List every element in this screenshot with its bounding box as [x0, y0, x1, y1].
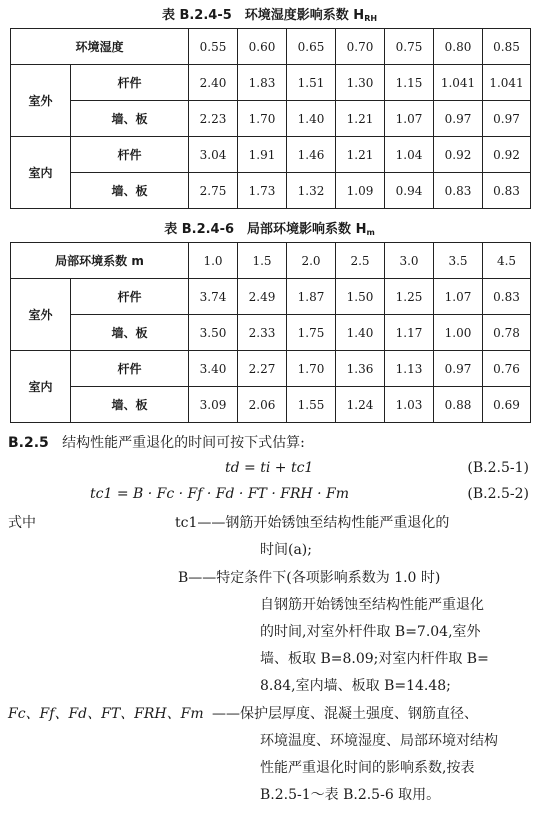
table-cell: 2.27	[238, 351, 287, 387]
table-header-cell: 0.80	[434, 29, 483, 65]
table-row	[11, 173, 531, 209]
table-cell: 3.40	[189, 351, 238, 387]
def-B-5: 8.84,室内墙、板取 B=14.48;	[260, 678, 451, 694]
row-label: 墙、板	[71, 315, 189, 351]
table-cell: 1.03	[385, 387, 434, 423]
group-label: 室外	[11, 279, 71, 351]
table-cell: 1.87	[287, 279, 336, 315]
row-label: 杆件	[71, 65, 189, 101]
table-cell: 3.09	[189, 387, 238, 423]
def-B-3: 的时间,对室外杆件取 B=7.04,室外	[260, 624, 481, 640]
table-header-label: 环境湿度	[11, 29, 189, 65]
table-cell: 2.06	[238, 387, 287, 423]
table-cell: 1.041	[483, 65, 531, 101]
table-header-cell: 0.65	[287, 29, 336, 65]
table-cell: 1.09	[336, 173, 385, 209]
def-F-1: ——保护层厚度、混凝土强度、钢筋直径、	[212, 706, 478, 722]
group-label: 室外	[11, 65, 71, 137]
table-row	[11, 279, 531, 315]
table-header-cell: 4.5	[483, 243, 531, 279]
table-cell: 1.40	[336, 315, 385, 351]
table-cell: 1.40	[287, 101, 336, 137]
row-label: 杆件	[71, 351, 189, 387]
table-cell: 1.50	[336, 279, 385, 315]
group-label: 室内	[11, 137, 71, 209]
section-number: B.2.5	[8, 435, 49, 451]
table-cell: 1.07	[385, 101, 434, 137]
table-cell: 0.92	[434, 137, 483, 173]
row-label: 杆件	[71, 279, 189, 315]
row-label: 墙、板	[71, 387, 189, 423]
group-label: 室内	[11, 351, 71, 423]
table-cell: 1.25	[385, 279, 434, 315]
local-env-factor-table	[10, 242, 531, 423]
table-cell: 1.00	[434, 315, 483, 351]
table-cell: 0.97	[483, 101, 531, 137]
table1-caption-sub: RH	[364, 14, 378, 23]
table-row	[11, 351, 531, 387]
humidity-factor-table	[10, 28, 531, 209]
table2-caption	[0, 218, 539, 237]
table-header-cell: 0.85	[483, 29, 531, 65]
where-label: 式中	[8, 515, 36, 531]
section-heading	[8, 432, 305, 452]
table-header-row	[11, 29, 531, 65]
table-cell: 0.92	[483, 137, 531, 173]
table-header-cell: 3.0	[385, 243, 434, 279]
table-cell: 1.70	[287, 351, 336, 387]
table-cell: 2.23	[189, 101, 238, 137]
table-cell: 3.74	[189, 279, 238, 315]
table-row	[11, 137, 531, 173]
table-header-cell: 0.60	[238, 29, 287, 65]
table-cell: 0.69	[483, 387, 531, 423]
table2-caption-text: 表 B.2.4-6 局部环境影响系数 H	[164, 222, 367, 237]
table-header-label: 局部环境系数 m	[11, 243, 189, 279]
table-cell: 1.91	[238, 137, 287, 173]
table-cell: 2.40	[189, 65, 238, 101]
def-B-4: 墙、板取 B=8.09;对室内杆件取 B=	[260, 651, 489, 667]
table-cell: 2.33	[238, 315, 287, 351]
table-cell: 0.78	[483, 315, 531, 351]
table1-caption-text: 表 B.2.4-5 环境湿度影响系数 H	[161, 8, 365, 23]
table-cell: 1.13	[385, 351, 434, 387]
table-row	[11, 101, 531, 137]
def-F-2: 环境温度、环境湿度、局部环境对结构	[260, 733, 498, 749]
table-cell: 3.50	[189, 315, 238, 351]
table-cell: 1.46	[287, 137, 336, 173]
table-cell: 0.88	[434, 387, 483, 423]
table-cell: 2.49	[238, 279, 287, 315]
formula-2-number: (B.2.5-2)	[467, 486, 529, 502]
formula-1: td = ti + tc1	[225, 460, 314, 476]
table-cell: 1.21	[336, 137, 385, 173]
table-header-cell: 0.70	[336, 29, 385, 65]
table-header-cell: 0.55	[189, 29, 238, 65]
table-header-row	[11, 243, 531, 279]
table-cell: 2.75	[189, 173, 238, 209]
table-row	[11, 65, 531, 101]
table-header-cell: 3.5	[434, 243, 483, 279]
def-tc1-cont: 时间(a);	[260, 542, 312, 558]
def-B-1: B——特定条件下(各项影响系数为 1.0 时)	[178, 570, 441, 586]
table-header-cell: 1.5	[238, 243, 287, 279]
table-header-cell: 0.75	[385, 29, 434, 65]
table-cell: 0.97	[434, 101, 483, 137]
def-tc1: tc1——钢筋开始锈蚀至结构性能严重退化的	[175, 515, 450, 531]
def-B-2: 自钢筋开始锈蚀至结构性能严重退化	[260, 597, 484, 613]
def-F-3: 性能严重退化时间的影响系数,按表	[260, 760, 475, 776]
table-cell: 1.83	[238, 65, 287, 101]
table-cell: 1.24	[336, 387, 385, 423]
table-cell: 0.83	[434, 173, 483, 209]
table-header-cell: 2.0	[287, 243, 336, 279]
table-row	[11, 387, 531, 423]
table-cell: 1.041	[434, 65, 483, 101]
row-label: 墙、板	[71, 101, 189, 137]
table-cell: 1.04	[385, 137, 434, 173]
formula-1-number: (B.2.5-1)	[467, 460, 529, 476]
table-header-cell: 2.5	[336, 243, 385, 279]
formula-2: tc1 = B · Fc · Ff · Fd · FT · FRH · Fm	[90, 486, 350, 502]
table-cell: 1.55	[287, 387, 336, 423]
table1-caption	[0, 4, 539, 23]
table-cell: 1.70	[238, 101, 287, 137]
table-cell: 1.75	[287, 315, 336, 351]
table-cell: 1.32	[287, 173, 336, 209]
table-cell: 0.83	[483, 173, 531, 209]
table-row	[11, 315, 531, 351]
table-cell: 1.73	[238, 173, 287, 209]
table-cell: 0.97	[434, 351, 483, 387]
table-cell: 1.30	[336, 65, 385, 101]
section-heading-text: 结构性能严重退化的时间可按下式估算:	[62, 435, 305, 451]
table-cell: 1.17	[385, 315, 434, 351]
def-F-symbols: Fc、Ff、Fd、FT、FRH、Fm	[8, 706, 204, 722]
table-cell: 0.94	[385, 173, 434, 209]
table-cell: 3.04	[189, 137, 238, 173]
table-cell: 1.15	[385, 65, 434, 101]
table-cell: 0.83	[483, 279, 531, 315]
row-label: 墙、板	[71, 173, 189, 209]
row-label: 杆件	[71, 137, 189, 173]
table-cell: 0.76	[483, 351, 531, 387]
table-cell: 1.21	[336, 101, 385, 137]
table2-caption-sub: m	[366, 228, 375, 237]
table-cell: 1.36	[336, 351, 385, 387]
table-header-cell: 1.0	[189, 243, 238, 279]
table-cell: 1.51	[287, 65, 336, 101]
def-F-4: B.2.5-1～表 B.2.5-6 取用。	[260, 787, 441, 803]
table-cell: 1.07	[434, 279, 483, 315]
